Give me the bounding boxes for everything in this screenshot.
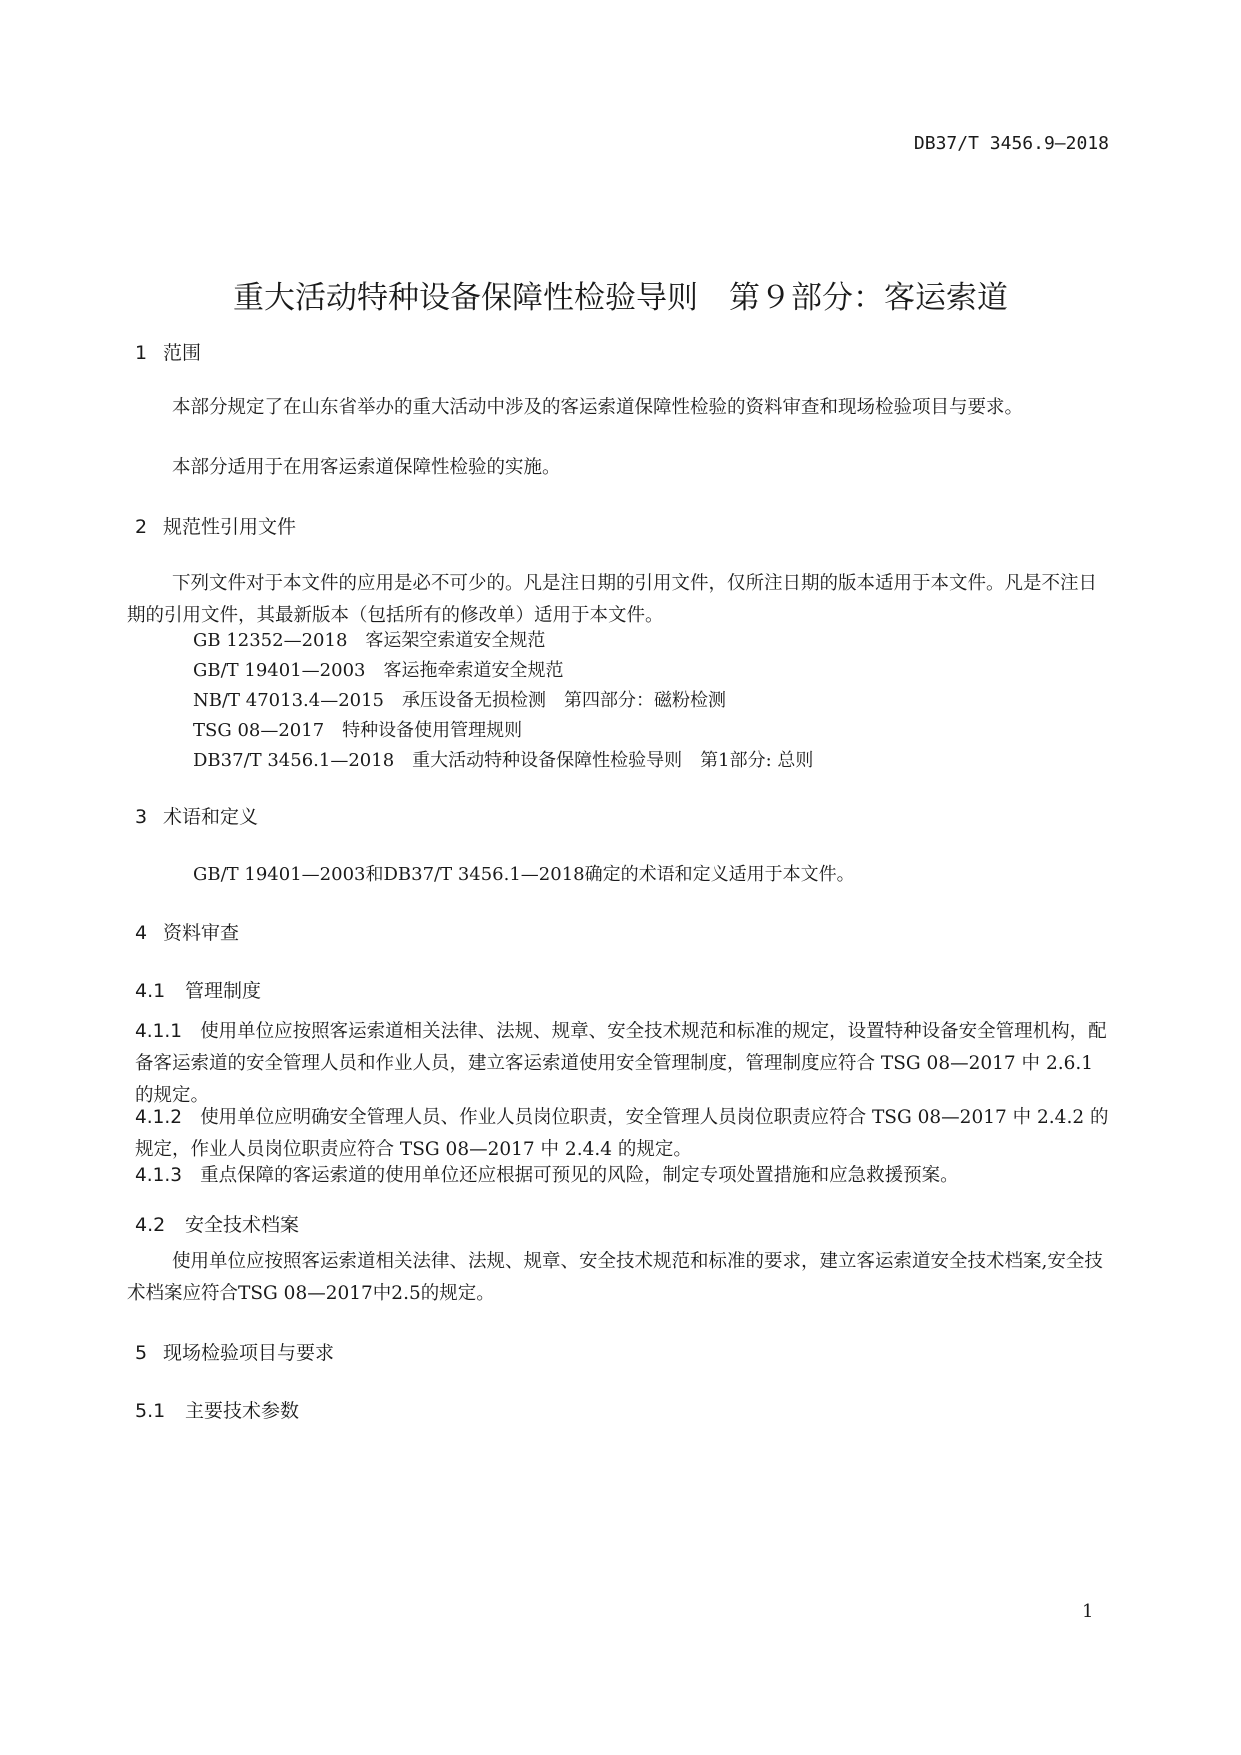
clause-4-1-1 [135,1016,1115,1112]
subsection-5-1-heading [135,1396,299,1423]
section-3-heading [135,802,258,829]
reference-item: TSG 08—2017 特种设备使用管理规则 [193,720,523,741]
section-2-heading [135,512,296,539]
section-title: 资料审查 [163,922,240,944]
reference-item: GB/T 19401—2003 客运拖牵索道安全规范 [193,660,564,681]
reference-item: GB 12352—2018 客运架空索道安全规范 [193,630,546,651]
section-title: 规范性引用文件 [163,516,297,538]
document-code: DB37/T 3456.9—2018 [913,133,1109,154]
clause-text: 使用单位应明确安全管理人员、作业人员岗位职责，安全管理人员岗位职责应符合 TSG 08—2017 中 2.4.2 的规定，作业人员岗位职责应符合 TSG 08—2017 中 2.4.4 的规定。 [135,1107,1109,1160]
section-1-heading [135,338,201,365]
paragraph: 使用单位应按照客运索道相关法律、法规、规章、安全技术规范和标准的要求，建立客运索道安全技术档案,安全技术档案应符合TSG 08—2017中2.5的规定。 [127,1251,1103,1304]
section-title: 术语和定义 [163,806,259,828]
clause-number: 4.1.1 [135,1021,183,1042]
paragraph: 本部分适用于在用客运索道保障性检验的实施。 [172,457,561,478]
section-title: 现场检验项目与要求 [163,1342,335,1364]
subsection-number: 5.1 [135,1400,166,1422]
document-title: 重大活动特种设备保障性检验导则 第９部分：客运索道 [233,280,1008,316]
paragraph: 本部分规定了在山东省举办的重大活动中涉及的客运索道保障性检验的资料审查和现场检验项目与要求。 [172,397,1024,418]
section-number: 2 [135,516,148,538]
section-number: 4 [135,922,148,944]
clause-number: 4.1.2 [135,1107,183,1128]
subsection-4-1-heading [135,976,261,1003]
subsection-4-2-heading [135,1210,299,1237]
section-title: 范围 [163,342,202,364]
clause-4-1-2 [135,1102,1115,1166]
clause-text: 重点保障的客运索道的使用单位还应根据可预见的风险，制定专项处置措施和应急救援预案。 [200,1165,959,1186]
section-number: 5 [135,1342,148,1364]
section-number: 1 [135,342,148,364]
section-number: 3 [135,806,148,828]
subsection-title: 安全技术档案 [185,1214,300,1236]
paragraph: 下列文件对于本文件的应用是必不可少的。凡是注日期的引用文件，仅所注日期的版本适用于本文件。凡是不注日期的引用文件，其最新版本（包括所有的修改单）适用于本文件。 [127,573,1098,626]
clause-number: 4.1.3 [135,1165,183,1186]
reference-item: DB37/T 3456.1—2018 重大活动特种设备保障性检验导则 第1部分: 总则 [193,750,814,771]
page-number: 1 [1082,1601,1094,1622]
paragraph: GB/T 19401—2003和DB37/T 3456.1—2018确定的术语和定义适用于本文件。 [193,864,855,885]
reference-item: NB/T 47013.4—2015 承压设备无损检测 第四部分：磁粉检测 [193,690,727,711]
section-4-heading [135,918,239,945]
clause-4-1-3 [135,1160,1115,1192]
subsection-title: 管理制度 [185,980,262,1002]
section-5-heading [135,1338,334,1365]
subsection-number: 4.2 [135,1214,166,1236]
subsection-number: 4.1 [135,980,166,1002]
subsection-title: 主要技术参数 [185,1400,300,1422]
clause-text: 使用单位应按照客运索道相关法律、法规、规章、安全技术规范和标准的规定，设置特种设备安全管理机构，配备客运索道的安全管理人员和作业人员，建立客运索道使用安全管理制度，管理制度应符合 TSG 08—2017 中 2.6.1 的规定。 [135,1021,1107,1106]
